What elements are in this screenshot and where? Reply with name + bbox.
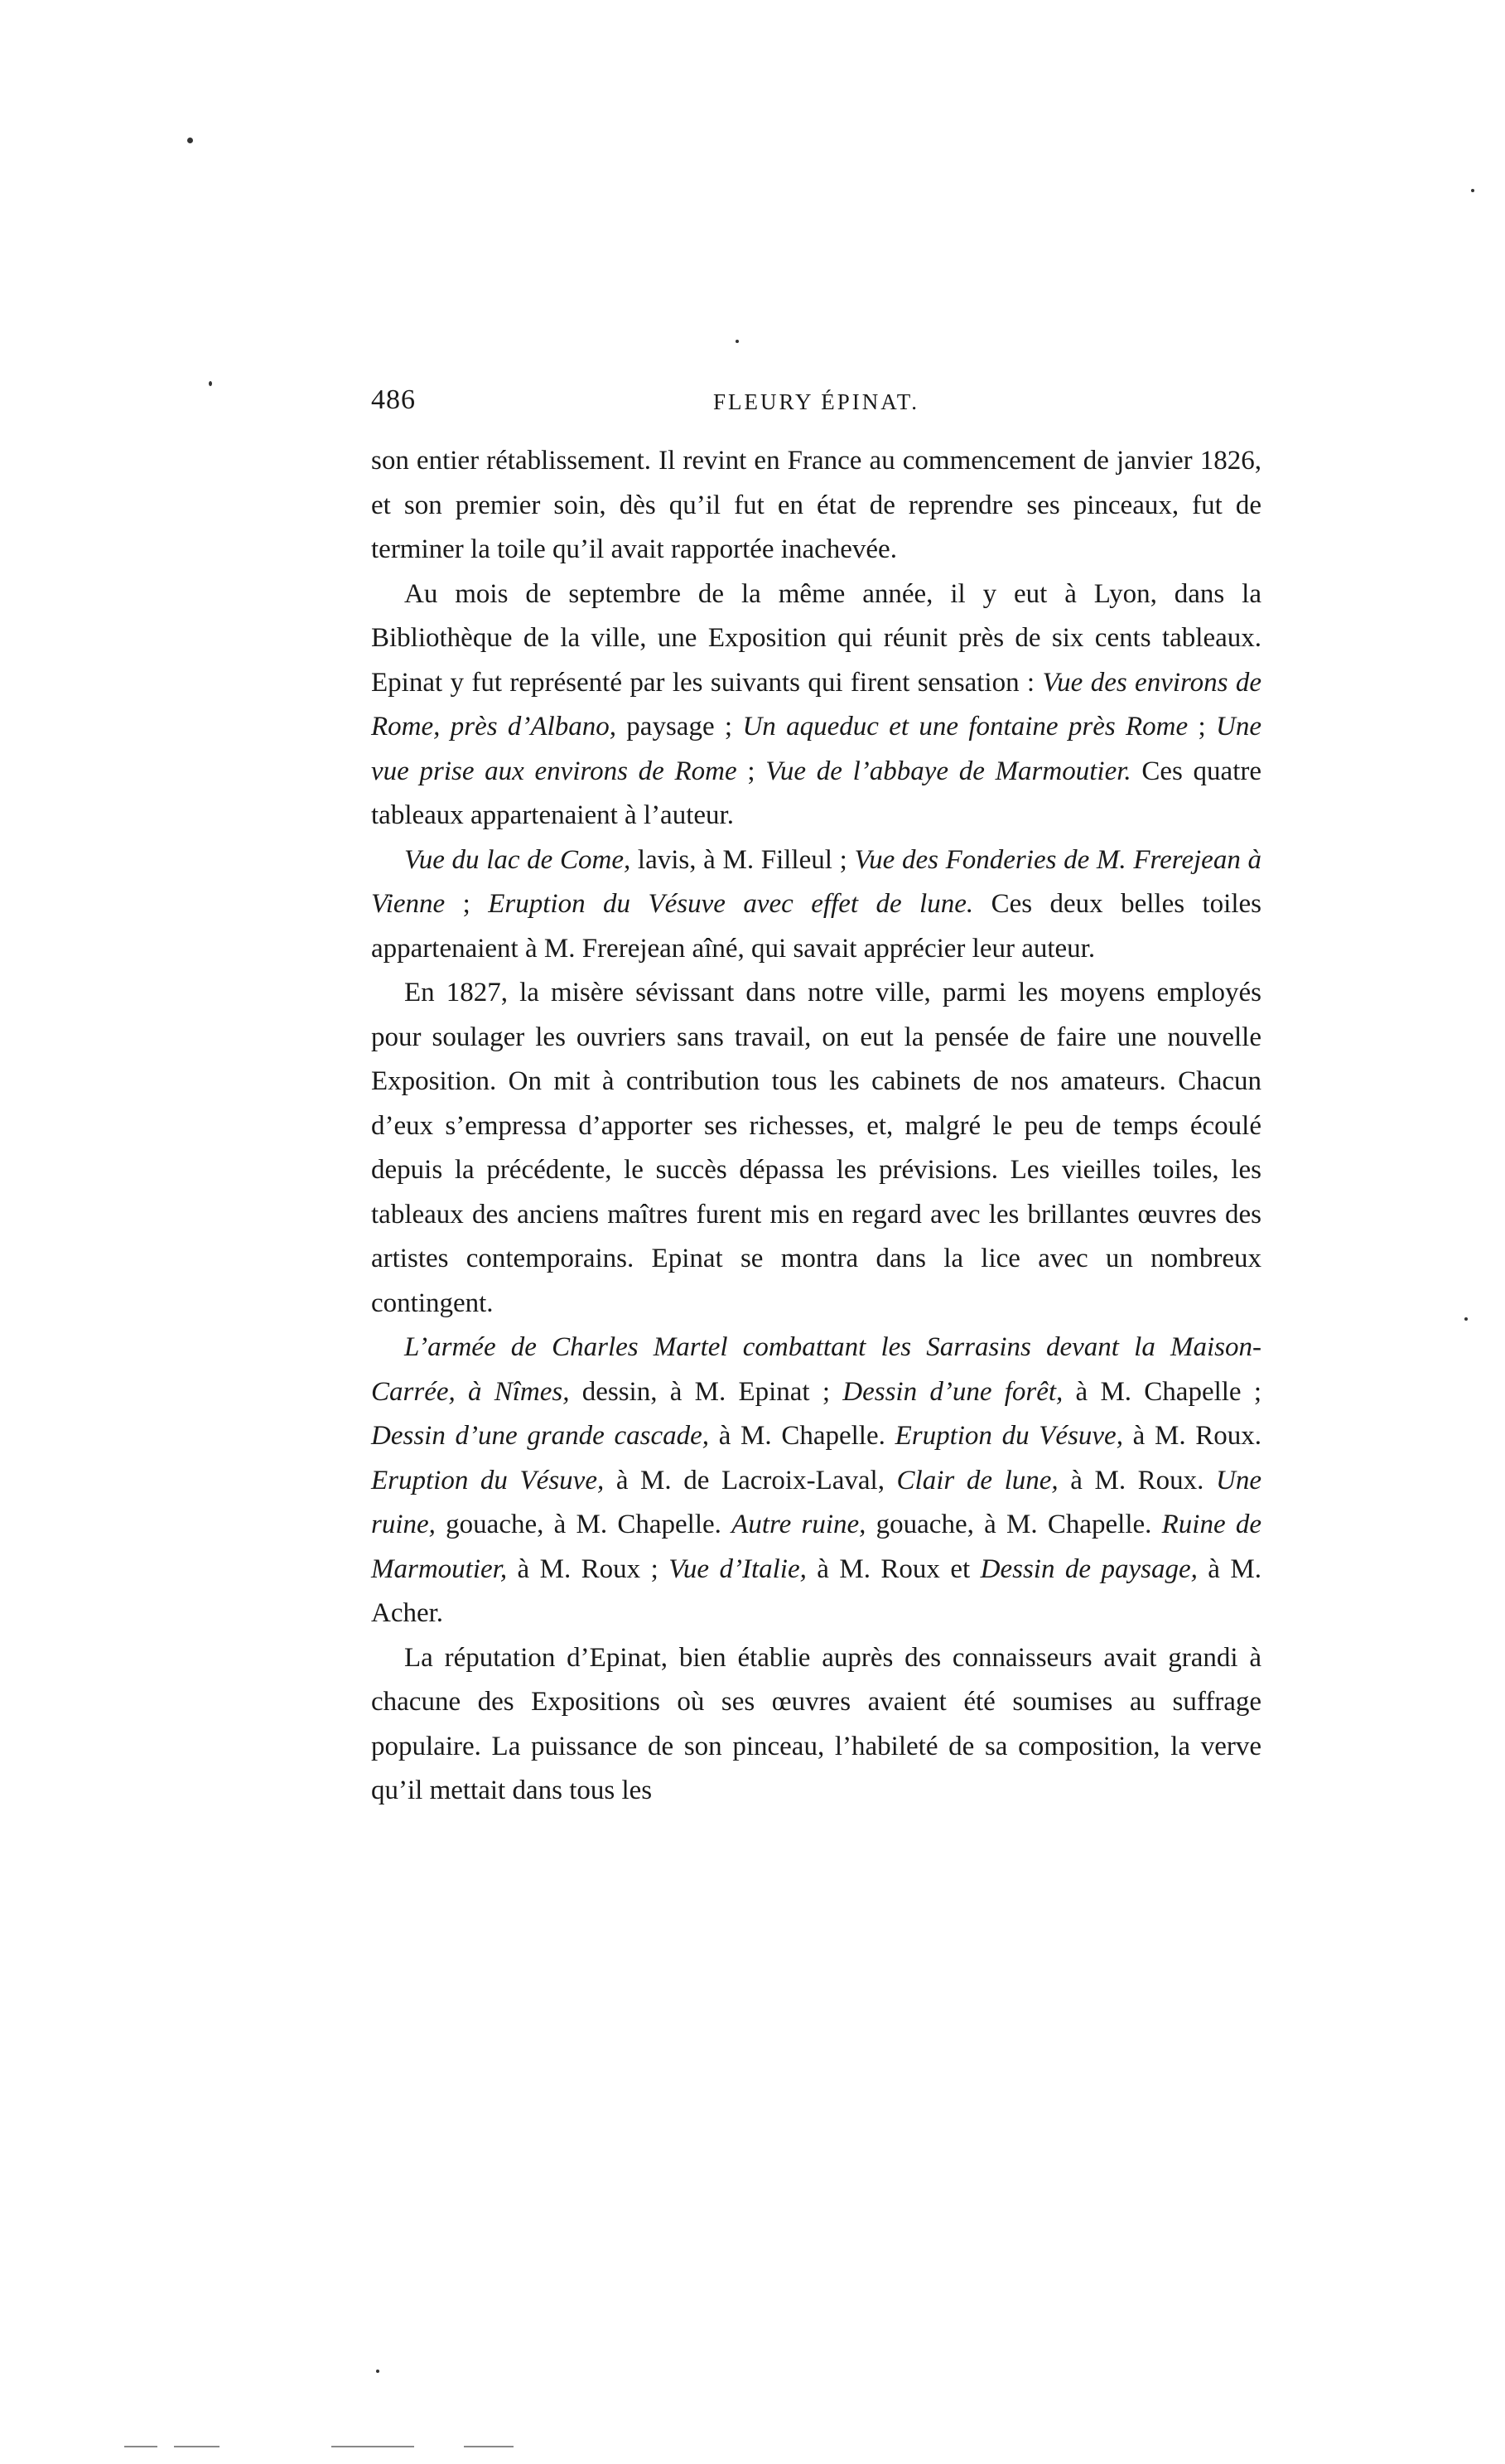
italic-title: Dessin d’une forêt, <box>842 1376 1064 1407</box>
scan-artifact <box>464 2446 514 2447</box>
running-title: FLEURY ÉPINAT. <box>712 389 919 414</box>
italic-title: Eruption du Vésuve avec effet de lune. <box>488 889 974 919</box>
ink-speck <box>1464 1317 1468 1321</box>
text-run: ; <box>445 889 489 919</box>
text-run: gouache, à M. Chapelle. <box>866 1510 1162 1539</box>
italic-title: L’armée de Charles Martel combattant les Sarrasins devant la Maison-Carrée, à Nîmes, <box>371 1332 1261 1407</box>
italic-title: Vue d’Italie, <box>668 1553 807 1584</box>
ink-speck <box>187 138 193 143</box>
italic-title: Dessin de paysage, <box>980 1553 1198 1584</box>
body-text <box>371 439 1261 1814</box>
text-run: à M. Roux et <box>806 1553 981 1584</box>
scan-artifact <box>174 2446 219 2447</box>
italic-title: Clair de lune, <box>896 1465 1059 1495</box>
text-run: à M. Chapelle ; <box>1063 1376 1261 1407</box>
text-run: La réputation d’Epinat, bien établie auprès des connaisseurs avait grandi à chacune des Expositions où ses œuvres avaient été soumises au suffrage populaire. La puissance de son pinceau, l’habileté de sa composition, la verve qu’il mettait dans tous les <box>371 1642 1261 1805</box>
text-run: ; <box>1188 712 1217 742</box>
paragraph <box>371 971 1261 1326</box>
italic-title: Eruption du Vésuve, <box>371 1465 605 1495</box>
text-run: à M. Roux. <box>1058 1465 1217 1495</box>
text-run: gouache, à M. Chapelle. <box>435 1510 732 1539</box>
scan-artifact <box>124 2446 157 2447</box>
text-run: à M. Acher. <box>371 1553 1261 1628</box>
paragraph <box>371 1636 1261 1814</box>
paragraph <box>371 1326 1261 1636</box>
running-head <box>371 384 1261 434</box>
italic-title: Une vue prise aux environs de Rome <box>371 712 1261 786</box>
page-number: 486 <box>371 384 416 415</box>
text-run: En 1827, la misère sévissant dans notre ville, parmi les moyens employés pour soulager les ouvriers sans travail, on eut la pensée de faire une nouvelle Exposition. On mit à contribution tous les cabinets de nos amateurs. Chacun d’eux s’empressa d’apporter ses richesses, et, malgré le peu de temps écoulé depuis la précédente, le succès dépassa les prévisions. Les vieilles toiles, les tableaux des anciens maîtres furent mis en regard avec les brillantes œuvres des artistes contemporains. Epinat se montra dans la lice avec un nombreux contingent. <box>371 978 1261 1318</box>
italic-title: Ruine de Marmoutier, <box>371 1510 1262 1584</box>
italic-title: Un aqueduc et une fontaine près Rome <box>742 712 1189 742</box>
ink-speck <box>736 340 739 343</box>
italic-title: Eruption du Vésuve, <box>895 1421 1123 1451</box>
text-run: Ces deux belles toiles appartenaient à M. Frerejean aîné, qui savait apprécier leur auteur. <box>371 889 1262 964</box>
ink-speck <box>209 381 212 386</box>
text-run: à M. de Lacroix-Laval, <box>604 1465 897 1495</box>
scan-artifact <box>331 2446 414 2447</box>
paragraph <box>371 573 1261 838</box>
text-run: lavis, à M. Filleul ; <box>630 844 855 875</box>
text-run: son entier rétablissement. Il revint en France au commencement de janvier 1826, et son premier soin, dès qu’il fut en état de reprendre ses pinceaux, fut de terminer la toile qu’il avait rapportée inachevée. <box>371 446 1261 564</box>
paragraph <box>371 838 1261 972</box>
italic-title: Autre ruine, <box>731 1510 866 1539</box>
italic-title: Dessin d’une grande cascade, <box>371 1421 710 1451</box>
ink-speck <box>376 2370 379 2373</box>
italic-title: Vue des Fonderies de M. Frerejean à Vienne <box>371 844 1261 919</box>
italic-title: Vue des environs de Rome, près d’Albano, <box>371 667 1261 742</box>
text-run: ; <box>736 756 766 786</box>
text-run: à M. Roux ; <box>507 1553 669 1584</box>
text-run: Ces quatre tableaux appartenaient à l’auteur. <box>371 756 1261 830</box>
text-run: paysage ; <box>615 712 743 742</box>
text-run: Au mois de septembre de la même année, il y eut à Lyon, dans la Bibliothèque de la ville, une Exposition qui réunit près de six cents tableaux. Epinat y fut représenté par les suivants qui firent sensation : <box>371 578 1261 698</box>
paragraph <box>371 439 1261 573</box>
text-run: dessin, à M. Epinat ; <box>569 1376 843 1407</box>
italic-title: Vue du lac de Come, <box>404 844 631 875</box>
ink-speck <box>1471 189 1474 192</box>
italic-title: Vue de l’abbaye de Marmoutier. <box>765 756 1131 786</box>
text-run: à M. Chapelle. <box>709 1421 895 1451</box>
text-run: à M. Roux. <box>1122 1421 1262 1451</box>
italic-title: Une ruine, <box>371 1465 1261 1539</box>
